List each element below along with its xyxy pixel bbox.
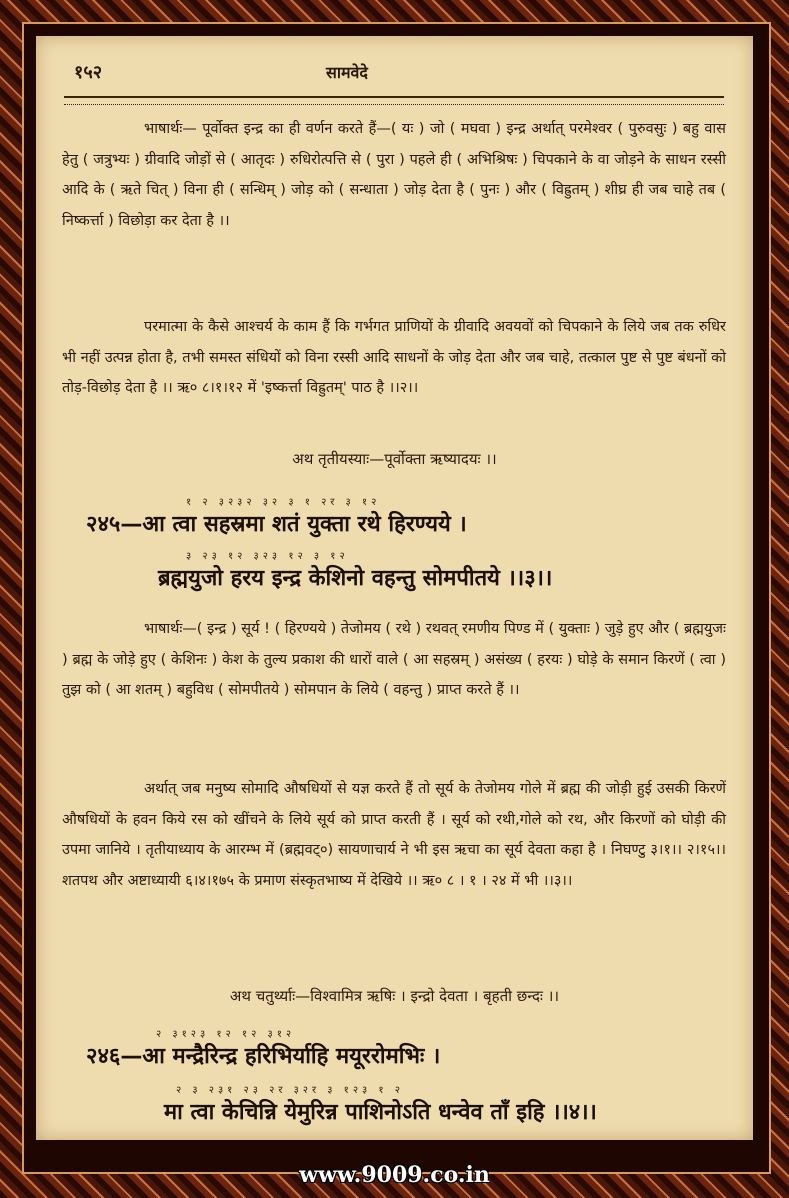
verse-246-line-1: २४६—आ मन्द्रैरिन्द्र हरिभिर्याहि मयूररोमभिः । <box>86 1044 441 1069</box>
commentary-paragraph-3: भाषार्थः—( इन्द्र ) सूर्य ! ( हिरण्यये ) तेजोमय ( रथे ) रथवत् रमणीय पिण्ड में ( युक्ताः ) जुड़े हुए और ( ब्रह्मयुजः ) ब्रह्म के जोड़े हुए ( केशिनः ) केश के तुल्य प्रकाश की धारों वाले ( आ सहस्रम् ) असंख्य ( हरयः ) घोड़े के समान किरणें ( त्वा ) तुझ को ( आ शतम् ) बहुविध ( सोमपीतये ) सोमपान के लिये ( वहन्तु ) प्राप्त करते हैं ।। <box>62 621 726 698</box>
website-link[interactable]: www.9009.co.in <box>299 1162 490 1188</box>
verse-246-svara-line-2: २ ३ २३१ २३ २र ३२र ३ १२३ १ २ <box>176 1085 404 1096</box>
page-title: सामवेदे <box>326 63 368 82</box>
page-number: १५२ <box>74 62 103 83</box>
commentary-paragraph-1: भाषार्थः— पूर्वोक्त इन्द्र का ही वर्णन करते हैं—( यः ) जो ( मघवा ) इन्द्र अर्थात् परमेश्वर ( पुरुवसुः ) बहु वास हेतु ( जत्रुभ्यः ) ग्रीवादि जोड़ों से ( आतृदः ) रुधिरोत्पत्ति से ( पुरा ) पहले ही ( अभिश्रिषः ) चिपकाने के वा जोड़ने के साधन रस्सी आदि के ( ऋते चित् ) विना ही ( सन्धिम् ) जोड़ को ( सन्धाता ) जोड़ देता है ( पुनः ) और ( विह्रुतम् ) शीघ्र ही जब चाहे तब ( निष्कर्त्ता ) विछोड़ा कर देता है ।। <box>62 121 726 229</box>
verse-245-line-1: २४५—आ त्वा सहस्रमा शतं युक्ता रथे हिरण्यये । <box>86 512 467 537</box>
commentary-paragraph-4: अर्थात् जब मनुष्य सोमादि औषधियों से यज्ञ करते हैं तो सूर्य के तेजोमय गोले में ब्रह्म की जोड़ी हुई उसकी किरणें औषधियों के हवन किये रस को खींचने के लिये सूर्य को प्राप्त करती हैं । सूर्य को रथी,गोले को रथ, और किरणों को घोड़ी की उपमा जानिये । तृतीयाध्याय के आरम्भ में (ब्रह्मवट्०) सायणाचार्य ने भी इस ऋचा का सूर्य देवता कहा है । निघण्टु ३।१।। २।१५।। शतपथ और अष्टाध्यायी ६।४।१७५ के प्रमाण संस्कृतभाष्य में देखिये ।। ऋ० ८ । १ । २४ में भी ।।३।। <box>62 781 726 889</box>
header-divider <box>64 96 724 105</box>
verse-245-svara-line-2: ३ २३ १२ ३२३ १२ ३ १२ <box>186 551 349 562</box>
commentary-paragraph-2: परमात्मा के कैसे आश्चर्य के काम हैं कि गर्भगत प्राणियों के ग्रीवादि अवयवों को चिपकाने के लिये जब तक रुधिर भी नहीं उत्पन्न होता है, तभी समस्त संधियों को विना रस्सी आदि साधनों के जोड़ देता और जब चाहे, तत्काल पुष्ट से पुष्ट बंधनों को तोड़-विछोड़ देता है ।। ऋ० ८।१।१२ में 'इष्कर्त्ता विह्रुतम्' पाठ है ।।२।। <box>62 319 726 396</box>
verse-245-svara-line-1: १ २ ३२३२ ३२ ३ १ २र ३ १२ <box>186 497 381 508</box>
verse-245-introduction: अथ तृतीयस्याः—पूर्वोक्ता ऋष्यादयः ।। <box>292 450 497 468</box>
verse-246-line-2: मा त्वा केचिन्नि येमुरिन्न पाशिनोऽति धन्वेव ताँ इहि ।।४।। <box>164 1100 597 1125</box>
verse-245-line-2: ब्रह्मयुजो हरय इन्द्र केशिनो वहन्तु सोमपीतये ।।३।। <box>158 566 553 591</box>
scripture-page <box>36 36 753 1140</box>
verse-246-introduction: अथ चतुर्थ्याः—विश्वामित्र ऋषिः । इन्द्रो देवता । बृहती छन्दः ।। <box>229 987 560 1005</box>
verse-246-svara-line-1: २ ३१२३ १२ १२ ३१२ <box>156 1029 296 1040</box>
